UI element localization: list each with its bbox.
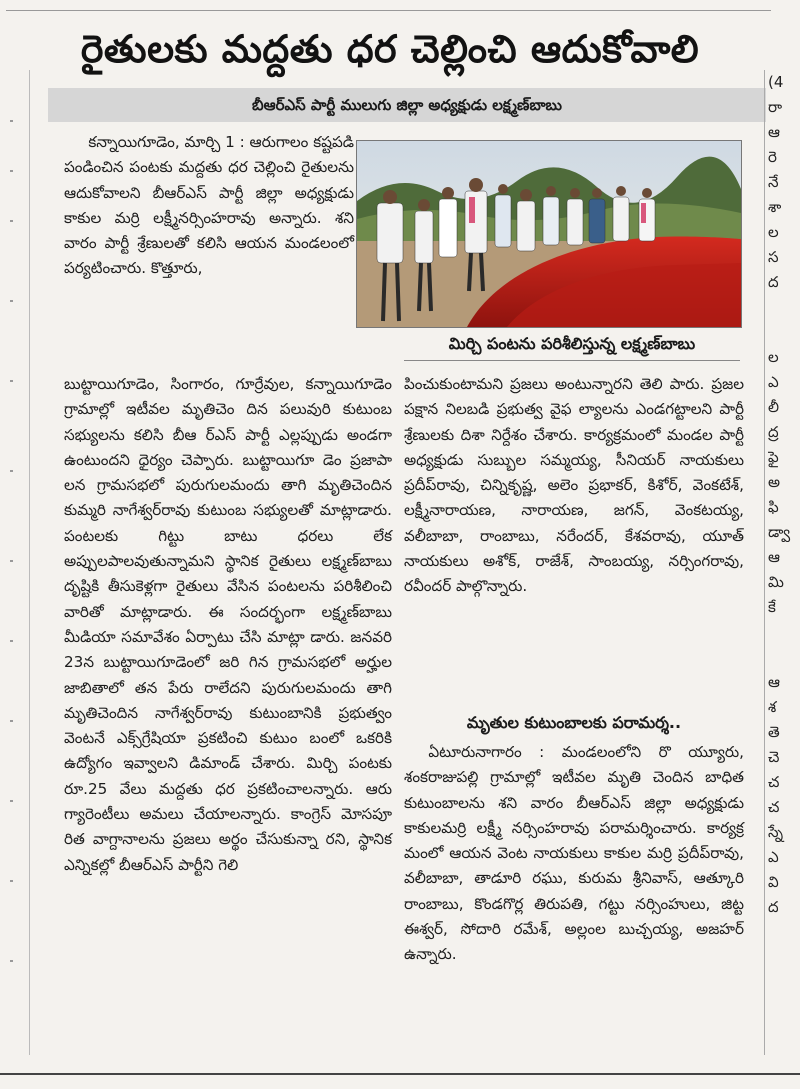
adjacent-fragment-line: ఆ xyxy=(768,548,780,566)
previous-article-clipped-text xyxy=(10,0,770,10)
article-body-left-column xyxy=(64,372,392,1062)
adjacent-fragment-line xyxy=(768,645,800,670)
adjacent-fragment-line: శా xyxy=(768,198,782,216)
bottom-divider xyxy=(0,1073,800,1075)
article-headline: రైతులకు మద్దతు ధర చెల్లించి ఆదుకోవాలి xyxy=(80,27,700,71)
adjacent-fragment-line: ఎ xyxy=(768,848,779,866)
adjacent-fragment-line: ద xyxy=(768,273,779,291)
article-body-right-column xyxy=(404,372,744,1062)
adjacent-fragment-line: ద xyxy=(768,898,779,916)
adjacent-fragment-line: శ xyxy=(768,698,777,716)
adjacent-fragment-line: స్నే xyxy=(768,823,784,841)
body-paragraph-right-2: ఏటూరునాగారం : మండలంలోని రొ య్యూరు, శంకరాజుపల్లి గ్రామాల్లో ఇటీవల మృతి చెందిన బాధిత కుటుంబాలను శని వారం బీఆర్ఎస్ జిల్లా అధ్యక్షుడు కాకులమర్రి లక్ష్మీ నర్సింహరావు పరామర్శించారు. కార్యక్ర మంలో ఆయన వెంట నాయకులు కాకుల మర్రి ప్రదీప్‌రావు, వలీబాబా, తాడూరి రఘు, కురుమ శ్రీనివాస్, ఆత్కూరి రాంబాబు, కొండగొర్ల తిరుపతి, గట్టు నర్సింహులు, జిట్ట ఈశ్వర్, సోదారి రమేశ్, అల్లంల బుచ్చయ్య, అజహర్ ఉన్నారు. xyxy=(404,743,744,964)
photo-illustration xyxy=(357,141,741,327)
adjacent-fragment-line: ఆ xyxy=(768,123,780,141)
adjacent-fragment-line: ల xyxy=(768,348,779,366)
left-column-rule xyxy=(29,70,30,1055)
adjacent-fragment-line: ఫై xyxy=(768,448,779,466)
adjacent-article-fragments xyxy=(768,70,800,1089)
adjacent-fragment-line: నే xyxy=(768,173,779,191)
adjacent-fragment-line: ఫి xyxy=(768,498,779,516)
adjacent-fragment-line: డ్వా xyxy=(768,523,791,541)
adjacent-fragment-line: వి xyxy=(768,873,779,891)
intro-paragraph: కన్నాయిగూడెం, మార్చి 1 : ఆరుగాలం కష్టపడి పండించిన పంటకు మద్దతు ధర చెల్లించి రైతులను ఆదుకోవాలని బీఆర్ఎస్ పార్టీ జిల్లా అధ్యక్షుడు కాకుల మర్రి లక్ష్మీనర్సింహరావు అన్నారు. శని వారం పార్టీ శ్రేణులతో కలిసి ఆయన మండలంలో పర్యటించారు. కొత్తూరు, xyxy=(64,133,355,278)
adjacent-fragment-line: రె xyxy=(768,148,777,166)
adjacent-fragment-line: మి xyxy=(768,573,784,591)
adjacent-fragment-line: ఆ xyxy=(768,673,780,691)
right-column-rule xyxy=(764,70,765,1055)
adjacent-fragment-line: ద్ర xyxy=(768,423,779,441)
adjacent-fragment-line: చ xyxy=(768,773,780,791)
body-paragraph-left: బుట్టాయిగూడెం, సింగారం, గూర్రేవుల, కన్నాయిగూడెం గ్రామాల్లో ఇటీవల మృతిచెం దిన పలువురి కుటుంబ సభ్యులను కలిసి బీఆ ర్ఎస్ పార్టీ ఎల్లప్పుడు అండగా ఉంటుందని ధైర్యం చెప్పారు. బుట్టాయిగూ డెం ప్రజాపా లన గ్రామసభలో పురుగులమందు తాగి మృతిచెందిన కుమ్మరి నాగేశ్వర్‌రావు కుటుంబ సభ్యులతో మాట్లాడారు. పంటలకు గిట్టు బాటు ధరలు లేక అప్పులపాలవుతున్నామని స్థానిక రైతులు లక్ష్మణ్‌బాబు దృష్టికి తీసుకెళ్లగా రైతులు వేసిన పంటలను పరిశీలించి వారితో మాట్లాడారు. ఈ సందర్భంగా లక్ష్మణ్‌బాబు మీడియా సమావేశం ఏర్పాటు చేసి మాట్లా డారు. జనవరి 23న బుట్టాయిగూడెంలో జరి గిన గ్రామసభలో అర్హుల జాబితాలో తన పేరు రాలేదని పురుగులమందు తాగి మృతిచెందిన నాగేశ్వర్‌రావు కుటుంబానికి ప్రభుత్వం వెంటనే ఎక్స్‌గ్రేషియా ప్రకటించి కుటుం బంలో ఒకరికి ఉద్యోగం ఇవ్వాలని డిమాండ్ చేశారు. మిర్చి పంటకు రూ.25 వేలు మద్దతు ధర ప్రకటించాలన్నారు. ఆరు గ్యారెంటీలు అమలు చేయాలన్నారు. కాంగ్రెస్ మోసపూ రిత వాగ్దానాలను ప్రజలు అర్థం చేసుకున్నా రని, స్థానిక ఎన్నికల్లో బీఆర్ఎస్ పార్టీని గెలి xyxy=(64,375,392,874)
adjacent-fragment-line: (4 xyxy=(768,73,784,91)
caption-divider xyxy=(404,360,740,361)
top-divider xyxy=(6,10,771,11)
adjacent-fragment-line: చ xyxy=(768,798,780,816)
adjacent-fragment-line: ఎ xyxy=(768,373,779,391)
adjacent-fragment-line: స xyxy=(768,248,779,266)
adjacent-fragment-line: రా xyxy=(768,98,783,116)
adjacent-fragment-line: ల xyxy=(768,223,779,241)
secondary-subheading: మృతుల కుటుంబాలకు పరామర్శ.. xyxy=(466,713,682,732)
adjacent-fragment-line: తె xyxy=(768,723,780,741)
adjacent-fragment-line: చె xyxy=(768,748,780,766)
adjacent-fragment-line xyxy=(768,320,800,345)
adjacent-fragment-line xyxy=(768,620,800,645)
adjacent-fragment-line xyxy=(768,295,800,320)
adjacent-fragment-line: కే xyxy=(768,598,776,616)
photo-caption: మిర్చి పంటను పరిశీలిస్తున్న లక్ష్మణ్‌బాబు xyxy=(448,334,696,353)
article-body-intro xyxy=(64,130,354,370)
left-margin-fragments xyxy=(0,0,28,1089)
body-paragraph-right-1: పించుకుంటామని ప్రజలు అంటున్నారని తెలి పారు. ప్రజల పక్షాన నిలబడి ప్రభుత్వ వైఫ ల్యాలను ఎండగట్టాలని పార్టీ శ్రేణులకు దిశా నిర్దేశం చేశారు. కార్యక్రమంలో మండల పార్టీ అధ్యక్షుడు సుబ్బుల సమ్మయ్య, సీనియర్ నాయకులు ప్రదీప్‌రావు, చిన్నికృష్ణ, అలెం ప్రభాకర్, కిశోర్, వెంకటేశ్, లక్ష్మీనారాయణ, నారాయణ, జగన్, వెంకటయ్య, వలీబాబా, రాంబాబు, నరేందర్, కేశవరావు, యూత్ నాయకులు అశోక్, రాజేశ్, సాంబయ్య, నర్సింగరావు, రవీందర్ పాల్గొన్నారు. xyxy=(404,375,744,596)
adjacent-fragment-line: లీ xyxy=(768,398,779,416)
article-subheadline: బీఆర్ఎస్ పార్టీ ములుగు జిల్లా అధ్యక్షుడు లక్ష్మణ్‌బాబు xyxy=(48,88,766,122)
adjacent-fragment-line: అ xyxy=(768,473,781,491)
chili-field-photo xyxy=(356,140,742,328)
